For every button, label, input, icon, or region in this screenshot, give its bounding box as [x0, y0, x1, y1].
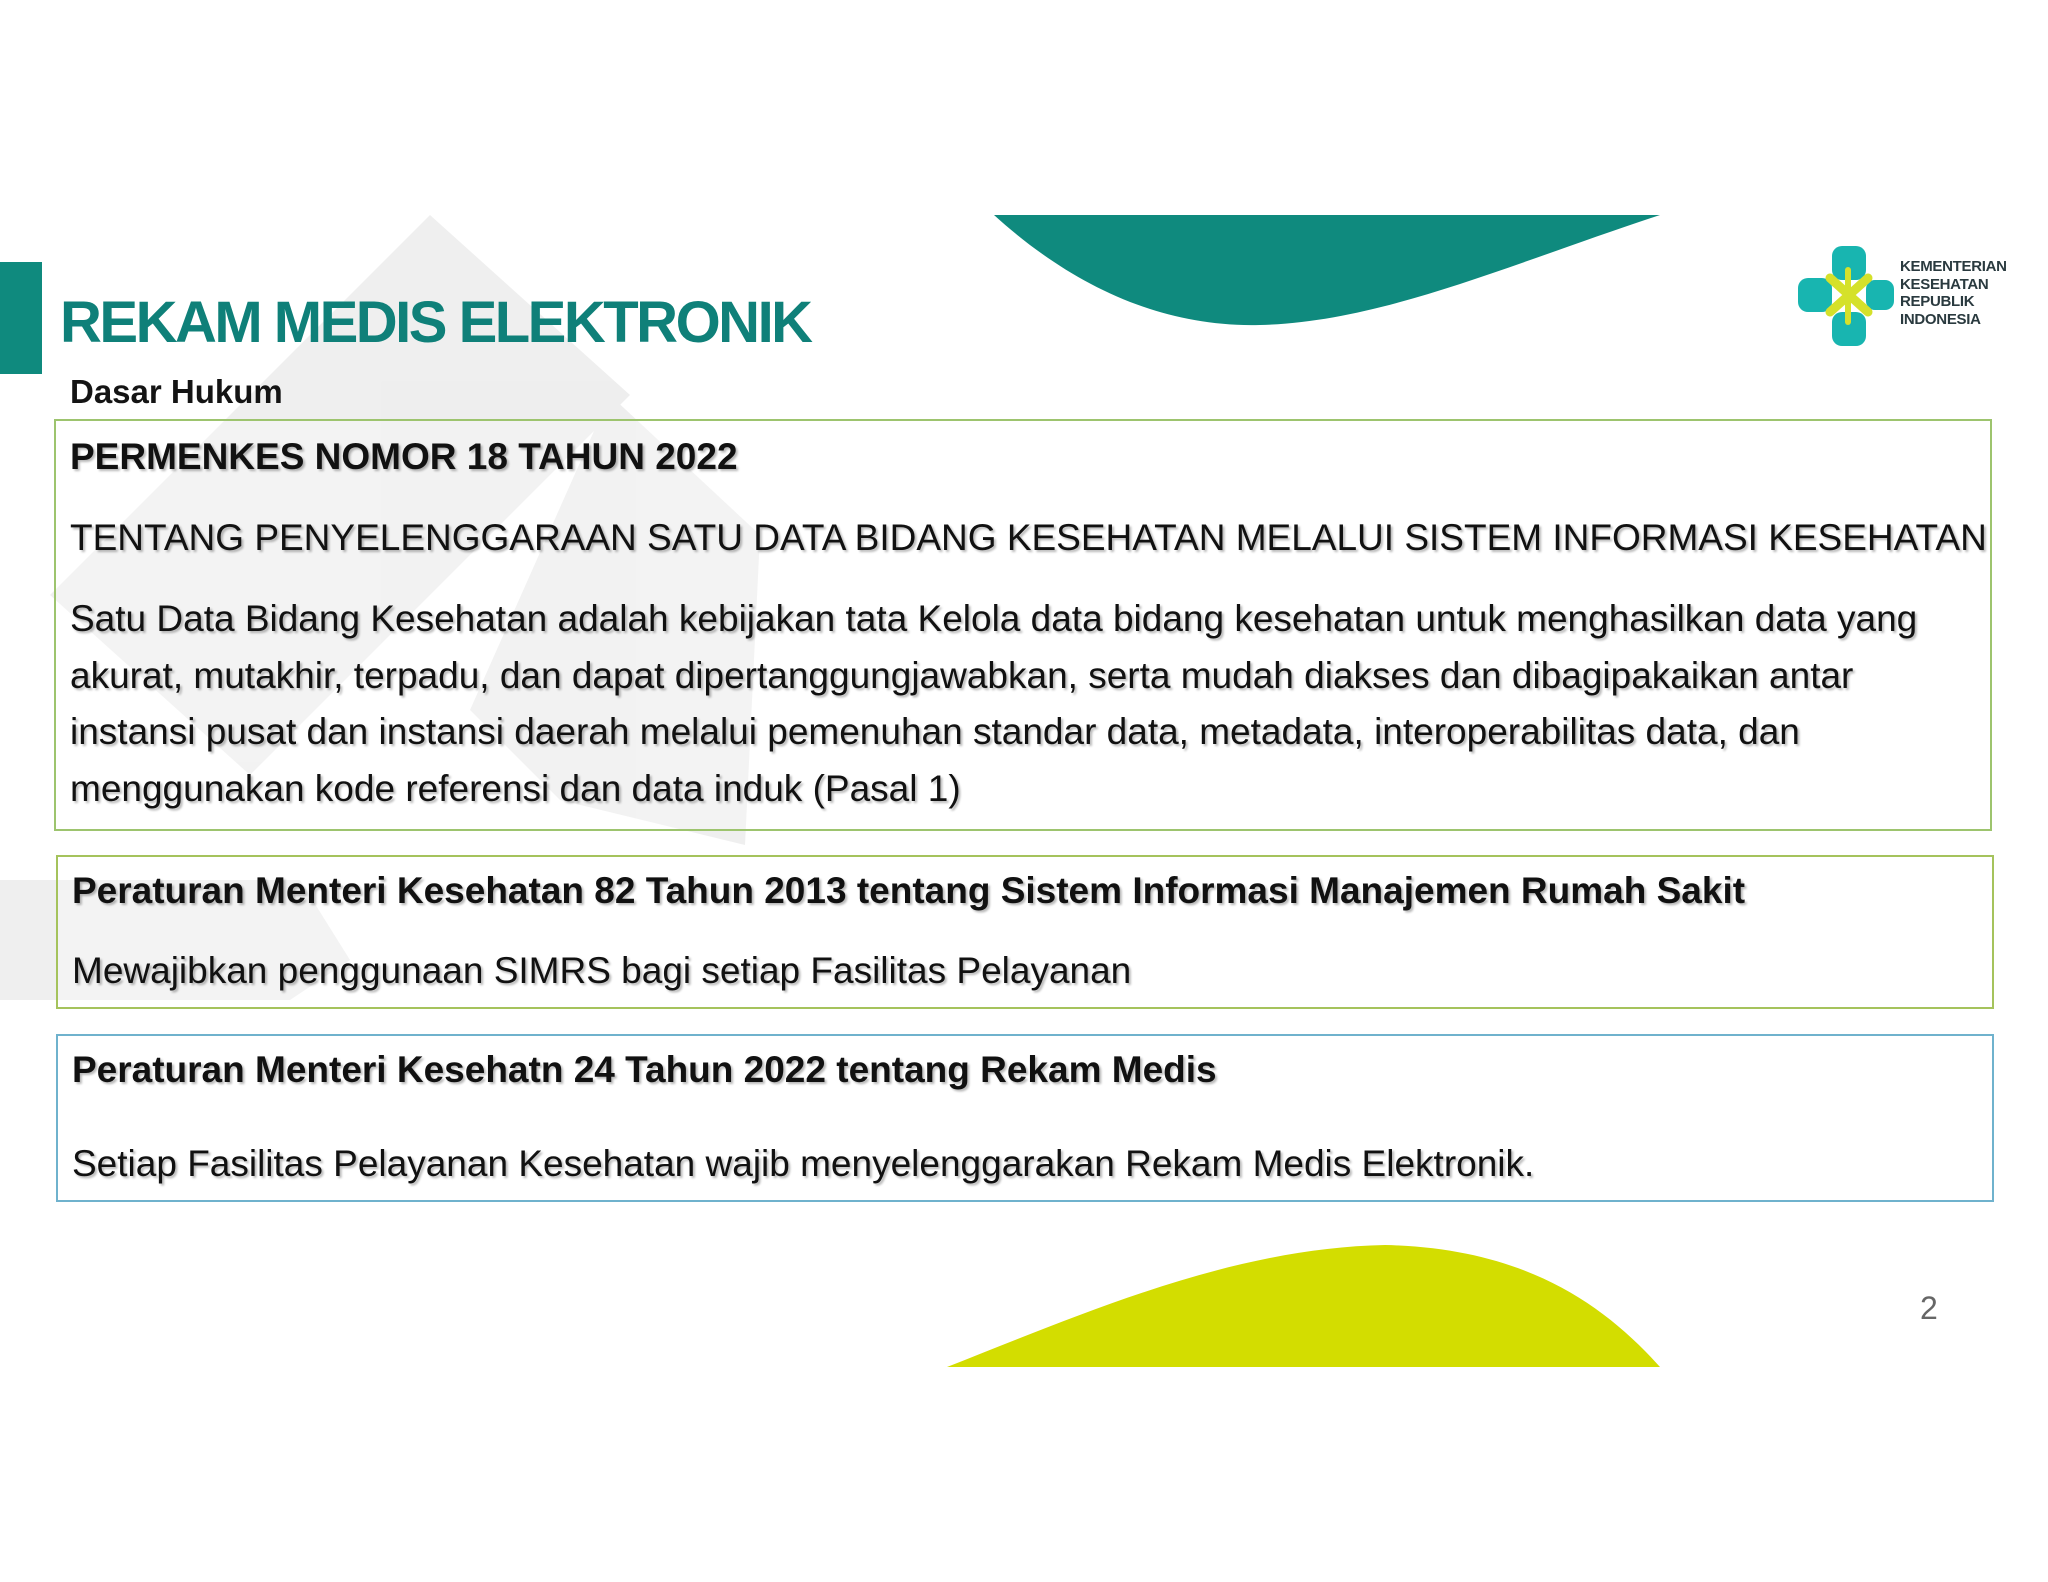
- box3-body: Setiap Fasilitas Pelayanan Kesehatan wajib menyelenggarakan Rekam Medis Elektronik.: [72, 1143, 1535, 1184]
- ministry-logo: [1790, 240, 2020, 350]
- lime-wave-shape: [947, 1245, 1660, 1367]
- kemenkes-logo-icon: [1790, 240, 1900, 350]
- page-title: REKAM MEDIS ELEKTRONIK: [60, 290, 811, 355]
- teal-wave-shape: [994, 215, 1660, 325]
- box1-body: Satu Data Bidang Kesehatan adalah kebijakan tata Kelola data bidang kesehatan untuk menghasilkan data yang akurat, mutakhir, terpadu, dan dapat dipertanggungjawabkan, serta mudah diakses dan dibagipakaikan antar instansi pusat dan instansi daerah melalui pemenuhan standar data, metadata, interoperabilitas data, dan menggunakan kode referensi dan data induk (Pasal 1): [70, 598, 1918, 809]
- box1-heading: PERMENKES NOMOR 18 TAHUN 2022: [70, 436, 738, 477]
- box3-heading: Peraturan Menteri Kesehatn 24 Tahun 2022 tentang Rekam Medis: [72, 1049, 1217, 1090]
- section-subtitle: Dasar Hukum: [70, 373, 283, 410]
- title-accent-bar: [0, 262, 42, 374]
- regulation-box-permenkes-82: [56, 855, 1994, 1009]
- box1-subheading: TENTANG PENYELENGGARAAN SATU DATA BIDANG KESEHATAN MELALUI SISTEM INFORMASI KESEHATAN: [70, 517, 1987, 558]
- regulation-box-permenkes-24: [56, 1034, 1994, 1202]
- regulation-box-permenkes-18: [54, 419, 1992, 831]
- page-number: 2: [1920, 1290, 1938, 1326]
- box2-body: Mewajibkan penggunaan SIMRS bagi setiap Fasilitas Pelayanan: [72, 950, 1132, 991]
- box2-heading: Peraturan Menteri Kesehatan 82 Tahun 2013 tentang Sistem Informasi Manajemen Rumah Sakit: [72, 870, 1746, 911]
- logo-text: KEMENTERIAN KESEHATAN REPUBLIK INDONESIA: [1900, 258, 2007, 328]
